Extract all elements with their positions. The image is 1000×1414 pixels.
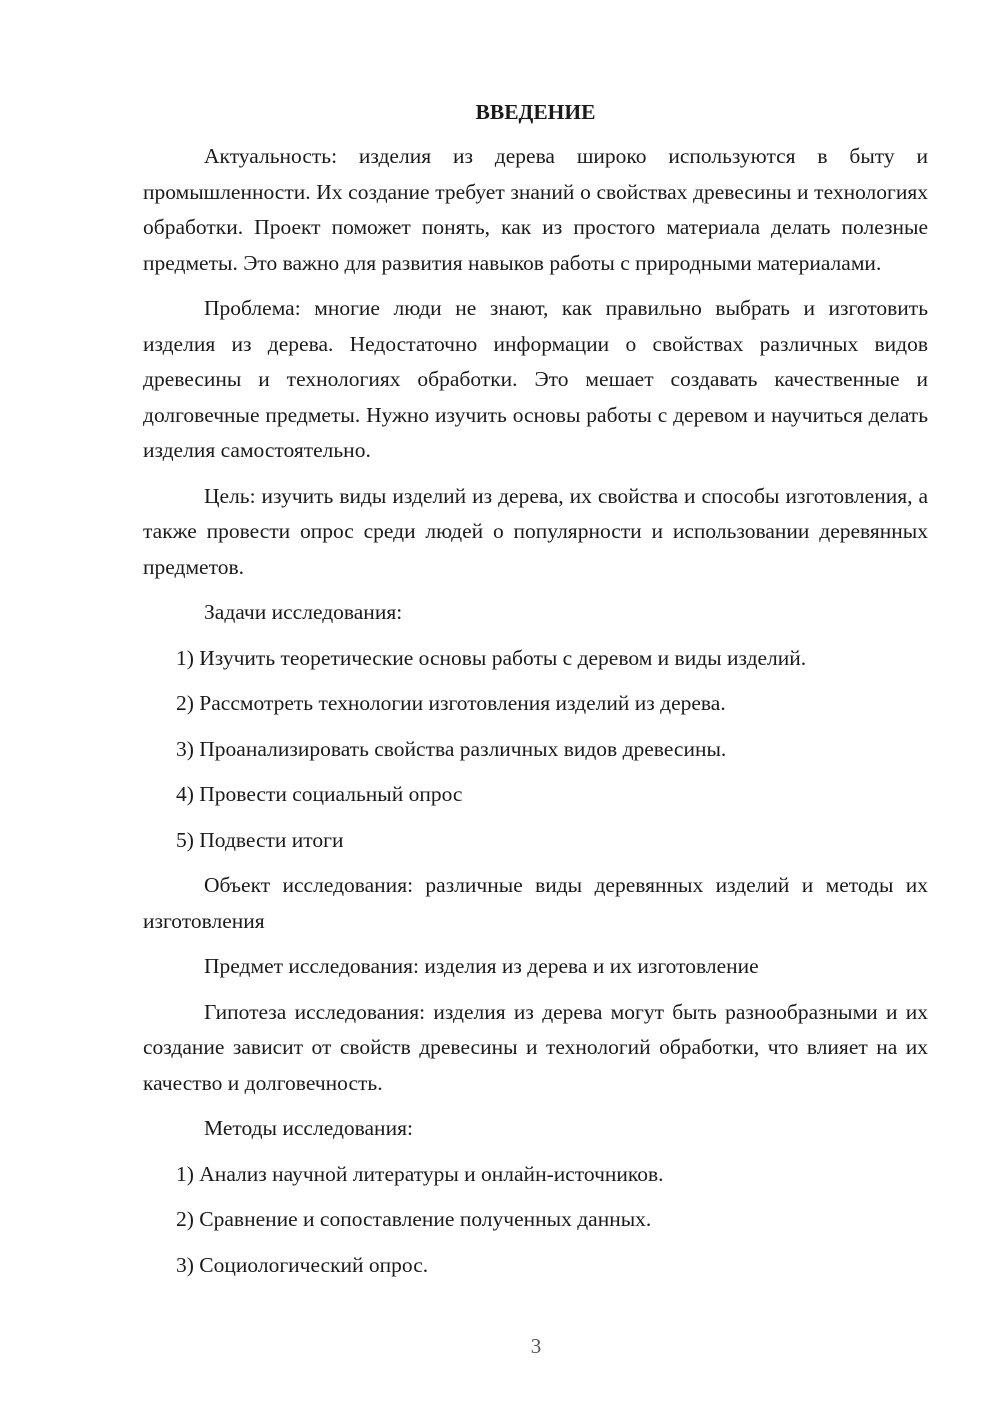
list-item: 5) Подвести итоги [176,827,344,852]
subject-paragraph: Предмет исследования: изделия из дерева и их изготовление [204,954,759,978]
document-page [143,95,928,1293]
problem-paragraph: Проблема: многие люди не знают, как правильно выбрать и изготовить изделия из дерева. Недостаточно информации о свойствах различных видов древесины и технологиях обработки. Это мешает создавать качественные и долговечные предметы. Нужно изучить основы работы с деревом и научиться делать изделия самостоятельно. [143,296,928,462]
goal-paragraph: Цель: изучить виды изделий из дерева, их свойства и способы изготовления, а также провести опрос среди людей о популярности и использовании деревянных предметов. [143,483,928,579]
list-item: 1) Анализ научной литературы и онлайн-источников. [176,1161,664,1186]
object-paragraph: Объект исследования: различные виды деревянных изделий и методы их изготовления [143,873,928,933]
list-item: 4) Провести социальный опрос [176,782,463,806]
hypothesis-paragraph: Гипотеза исследования: изделия из дерева могут быть разнообразными и их создание зависит от свойств древесины и технологий обработки, что влияет на их качество и долговечность. [143,999,928,1095]
tasks-heading: Задачи исследования: [204,600,403,624]
methods-heading: Методы исследования: [204,1116,413,1140]
list-item: 2) Рассмотреть технологии изготовления изделий из дерева. [176,691,726,715]
list-item: 3) Проанализировать свойства различных видов древесины. [176,736,727,761]
relevance-paragraph: Актуальность: изделия из дерева широко используются в быту и промышленности. Их создание требует знаний о свойствах древесины и технологиях обработки. Проект поможет понять, как из простого материала делать полезные предметы. Это важно для развития навыков работы с природными материалами. [143,144,928,275]
list-item: 2) Сравнение и сопоставление полученных данных. [176,1207,652,1231]
list-item: 1) Изучить теоретические основы работы с деревом и виды изделий. [176,645,807,670]
list-item: 3) Социологический опрос. [176,1252,429,1277]
page-title: ВВЕДЕНИЕ [475,100,596,124]
page-number: 3 [530,1334,542,1358]
methods-list [143,1157,928,1284]
tasks-list [143,641,928,859]
